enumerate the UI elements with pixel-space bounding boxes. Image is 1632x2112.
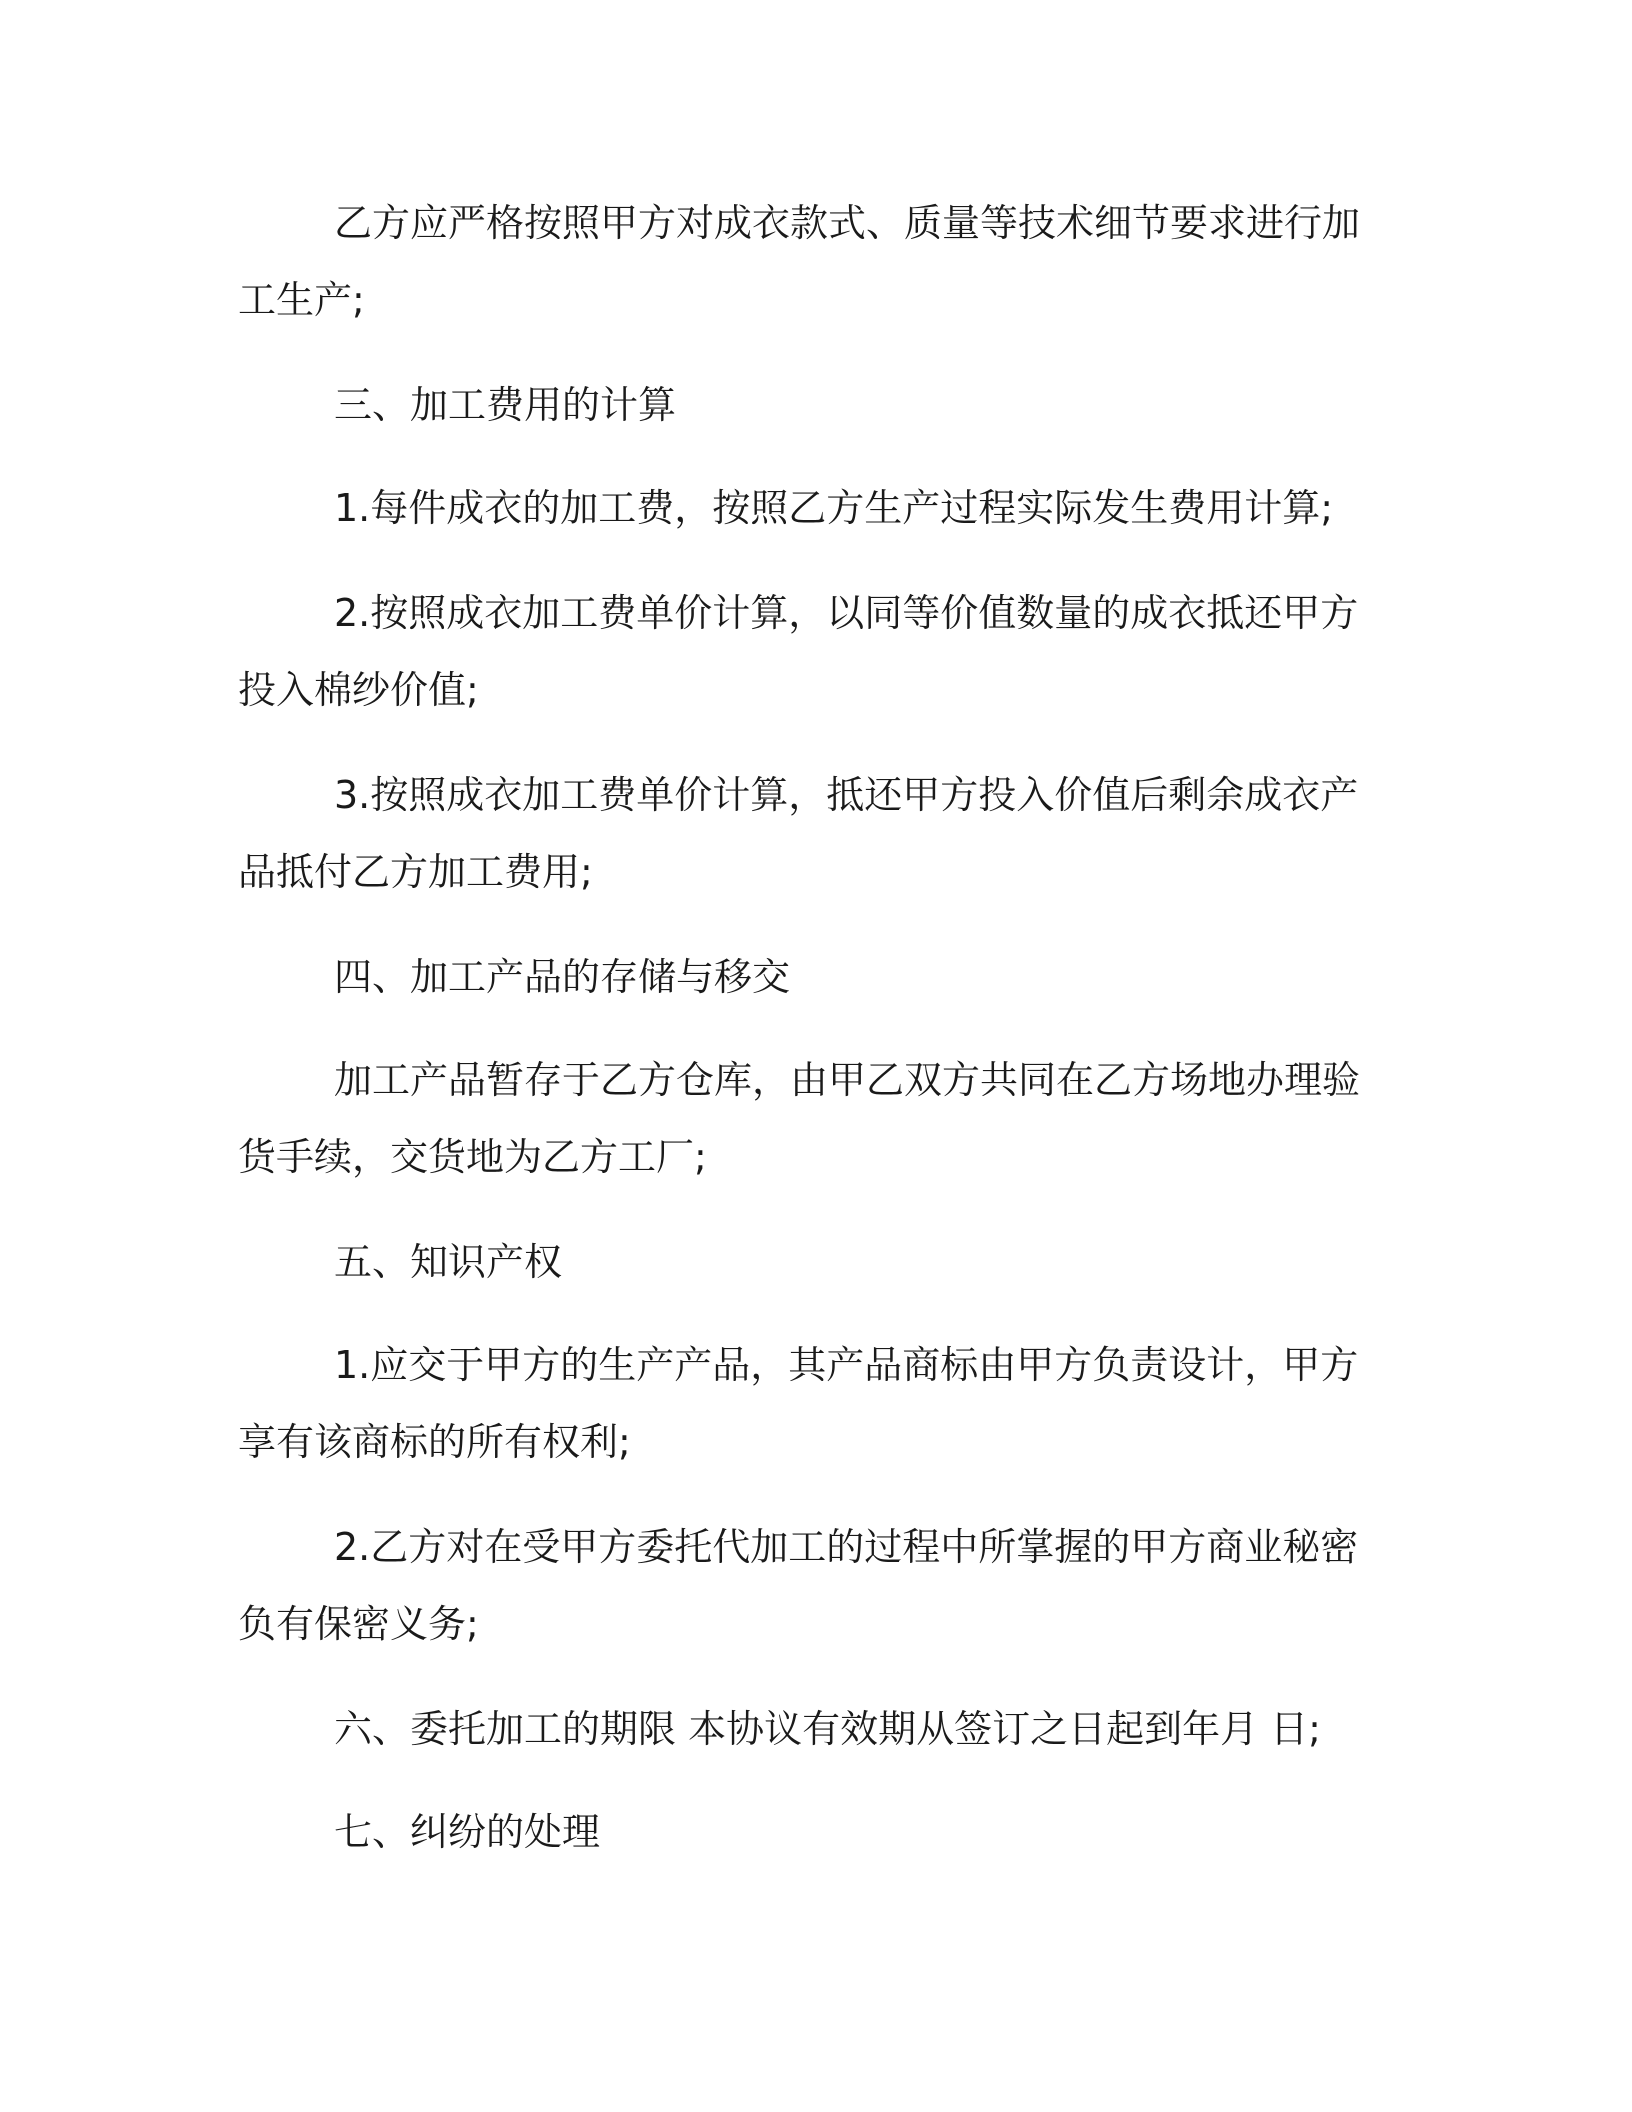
paragraph-storage-transfer: 加工产品暂存于乙方仓库，由甲乙双方共同在乙方场地办理验货手续，交货地为乙方工厂; bbox=[238, 1058, 1361, 1179]
paragraph-quality-requirement: 乙方应严格按照甲方对成衣款式、质量等技术细节要求进行加工生产; bbox=[238, 201, 1361, 322]
paragraph-fee-item-1: 1.每件成衣的加工费，按照乙方生产过程实际发生费用计算; bbox=[334, 486, 1334, 530]
section-heading-intellectual-property: 五、知识产权 bbox=[334, 1240, 563, 1284]
section-heading-dispute: 七、纠纷的处理 bbox=[334, 1810, 601, 1854]
paragraph-fee-item-2: 2.按照成衣加工费单价计算，以同等价值数量的成衣抵还甲方投入棉纱价值; bbox=[238, 591, 1359, 712]
paragraph-fee-item-3: 3.按照成衣加工费单价计算，抵还甲方投入价值后剩余成衣产品抵付乙方加工费用; bbox=[238, 773, 1359, 894]
section-heading-processing-fee: 三、加工费用的计算 bbox=[334, 383, 677, 427]
section-heading-storage-transfer: 四、加工产品的存储与移交 bbox=[334, 955, 791, 999]
section-heading-term: 六、委托加工的期限 本协议有效期从签订之日起到年月 日; bbox=[334, 1707, 1321, 1751]
document-body bbox=[238, 185, 1383, 1897]
paragraph-ip-item-1: 1.应交于甲方的生产产品，其产品商标由甲方负责设计，甲方享有该商标的所有权利; bbox=[238, 1343, 1359, 1464]
paragraph-ip-item-2: 2.乙方对在受甲方委托代加工的过程中所掌握的甲方商业秘密负有保密义务; bbox=[238, 1525, 1359, 1646]
